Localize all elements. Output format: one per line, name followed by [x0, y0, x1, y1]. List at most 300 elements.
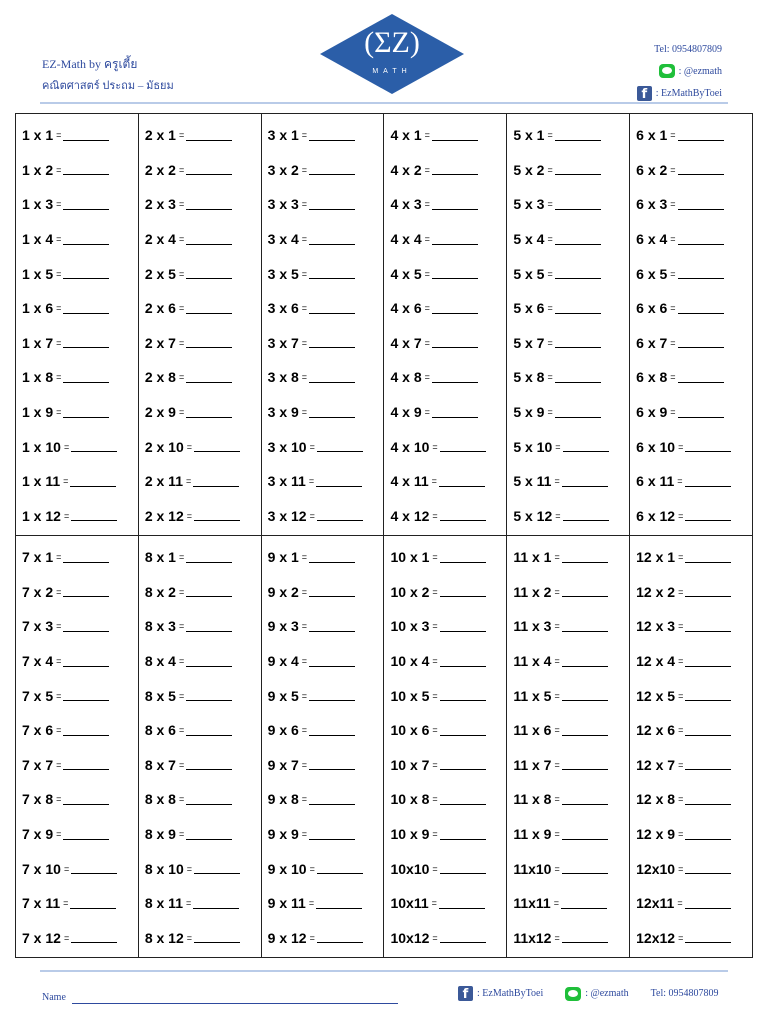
- problem-item: [630, 575, 752, 610]
- problem-item: [507, 540, 629, 575]
- answer-blank[interactable]: [440, 829, 486, 840]
- answer-blank[interactable]: [71, 441, 117, 452]
- problem-expression: 7 x 3: [22, 618, 54, 635]
- equals-sign: =: [178, 656, 185, 667]
- problem-item: [384, 851, 506, 886]
- equals-sign: =: [56, 268, 62, 279]
- problem-expression: 9 x 12: [267, 929, 307, 946]
- problem-expression: 4 x 5: [390, 265, 422, 282]
- answer-blank[interactable]: [440, 656, 486, 667]
- problem-item: [384, 644, 506, 679]
- problem-expression: 6 x 10: [636, 438, 676, 455]
- problem-item: [507, 222, 629, 257]
- answer-blank[interactable]: [685, 863, 731, 874]
- answer-blank[interactable]: [63, 372, 109, 383]
- answer-blank[interactable]: [432, 130, 478, 141]
- problem-expression: 8 x 5: [144, 687, 176, 704]
- answer-blank[interactable]: [555, 407, 601, 418]
- answer-blank[interactable]: [309, 234, 355, 245]
- problem-expression: 12 x 2: [636, 583, 676, 600]
- problem-expression: 4 x 2: [390, 161, 422, 178]
- answer-blank[interactable]: [186, 552, 232, 563]
- problem-expression: 7 x 12: [22, 929, 61, 946]
- answer-blank[interactable]: [440, 510, 486, 521]
- answer-blank[interactable]: [63, 337, 109, 348]
- problem-expression: 11 x 1: [513, 549, 552, 566]
- answer-blank[interactable]: [432, 372, 478, 383]
- answer-blank[interactable]: [194, 441, 240, 452]
- answer-blank[interactable]: [309, 621, 355, 632]
- answer-blank[interactable]: [440, 441, 486, 452]
- answer-blank[interactable]: [186, 130, 232, 141]
- answer-blank[interactable]: [63, 656, 109, 667]
- problem-expression: 2 x 10: [144, 438, 184, 455]
- answer-blank[interactable]: [309, 656, 355, 667]
- problem-expression: 1 x 12: [22, 507, 61, 524]
- answer-blank[interactable]: [63, 759, 109, 770]
- answer-blank[interactable]: [186, 372, 232, 383]
- answer-blank[interactable]: [440, 932, 486, 943]
- answer-blank[interactable]: [63, 552, 109, 563]
- answer-blank[interactable]: [685, 510, 731, 521]
- answer-blank[interactable]: [685, 656, 731, 667]
- equals-sign: =: [424, 407, 430, 418]
- problem-item: [139, 222, 261, 257]
- problem-item: [507, 609, 629, 644]
- answer-blank[interactable]: [186, 656, 232, 667]
- problem-item: [507, 395, 629, 430]
- problem-item: [507, 886, 629, 921]
- problem-column: [16, 114, 139, 535]
- answer-blank[interactable]: [678, 199, 724, 210]
- equals-sign: =: [56, 303, 62, 314]
- answer-blank[interactable]: [685, 932, 731, 943]
- answer-blank[interactable]: [685, 898, 731, 909]
- answer-blank[interactable]: [186, 621, 232, 632]
- problem-expression: 9 x 7: [267, 756, 299, 773]
- problem-column: [507, 114, 630, 535]
- problem-item: [262, 609, 384, 644]
- answer-blank[interactable]: [685, 725, 731, 736]
- equals-sign: =: [56, 199, 62, 210]
- problem-expression: 7 x 6: [22, 722, 54, 739]
- footer-contacts: [458, 986, 719, 1001]
- problem-expression: 12 x 5: [636, 687, 676, 704]
- answer-blank[interactable]: [562, 932, 608, 943]
- footer-facebook: : EzMathByToei: [477, 988, 544, 999]
- problem-expression: 7 x 7: [22, 756, 54, 773]
- problem-item: [630, 886, 752, 921]
- answer-blank[interactable]: [186, 199, 232, 210]
- answer-blank[interactable]: [562, 690, 608, 701]
- answer-blank[interactable]: [555, 303, 601, 314]
- equals-sign: =: [301, 552, 308, 563]
- answer-blank[interactable]: [562, 476, 608, 487]
- equals-sign: =: [678, 725, 684, 736]
- answer-blank[interactable]: [685, 690, 731, 701]
- equals-sign: =: [178, 407, 185, 418]
- answer-blank[interactable]: [685, 586, 731, 597]
- problem-item: [16, 782, 138, 817]
- problem-expression: 2 x 9: [144, 404, 176, 421]
- answer-blank[interactable]: [63, 407, 109, 418]
- answer-blank[interactable]: [678, 407, 724, 418]
- problem-item: [507, 256, 629, 291]
- answer-blank[interactable]: [71, 863, 117, 874]
- answer-blank[interactable]: [317, 932, 363, 943]
- problem-item: [139, 678, 261, 713]
- equals-sign: =: [678, 552, 684, 563]
- answer-blank[interactable]: [440, 586, 486, 597]
- problem-expression: 11 x 6: [513, 722, 552, 739]
- problem-item: [16, 748, 138, 783]
- answer-blank[interactable]: [562, 759, 608, 770]
- line-icon: [659, 64, 675, 78]
- answer-blank[interactable]: [432, 303, 478, 314]
- answer-blank[interactable]: [186, 303, 232, 314]
- problem-expression: 7 x 10: [22, 860, 61, 877]
- answer-blank[interactable]: [562, 586, 608, 597]
- equals-sign: =: [178, 234, 185, 245]
- answer-blank[interactable]: [678, 372, 724, 383]
- answer-blank[interactable]: [309, 337, 355, 348]
- answer-blank[interactable]: [562, 863, 608, 874]
- problem-item: [630, 291, 752, 326]
- answer-blank[interactable]: [440, 621, 486, 632]
- answer-blank[interactable]: [678, 130, 724, 141]
- equals-sign: =: [678, 690, 684, 701]
- answer-blank[interactable]: [555, 164, 601, 175]
- equals-sign: =: [547, 337, 553, 348]
- brand-name: EZ-Math by ครูเตี้ย: [42, 57, 138, 71]
- problem-expression: 4 x 7: [390, 334, 422, 351]
- equals-sign: =: [547, 164, 553, 175]
- answer-blank[interactable]: [685, 552, 731, 563]
- problem-expression: 11 x 7: [513, 756, 552, 773]
- problem-expression: 12 x 9: [636, 826, 676, 843]
- problem-item: [384, 291, 506, 326]
- answer-blank[interactable]: [678, 337, 724, 348]
- answer-blank[interactable]: [678, 234, 724, 245]
- problem-expression: 10 x 2: [390, 583, 430, 600]
- equals-sign: =: [554, 725, 560, 736]
- equals-sign: =: [186, 932, 193, 943]
- problem-expression: 9 x 8: [267, 791, 299, 808]
- answer-blank[interactable]: [309, 199, 355, 210]
- answer-blank[interactable]: [70, 476, 116, 487]
- answer-blank[interactable]: [562, 794, 608, 805]
- problem-expression: 1 x 1: [22, 127, 54, 144]
- answer-blank[interactable]: [316, 898, 362, 909]
- answer-blank[interactable]: [563, 441, 609, 452]
- problem-item: [630, 499, 752, 534]
- problem-expression: 11 x 9: [513, 826, 552, 843]
- answer-blank[interactable]: [440, 794, 486, 805]
- answer-blank[interactable]: [186, 407, 232, 418]
- answer-blank[interactable]: [63, 690, 109, 701]
- answer-blank[interactable]: [432, 407, 478, 418]
- answer-blank[interactable]: [562, 829, 608, 840]
- problem-item: [630, 644, 752, 679]
- answer-blank[interactable]: [685, 476, 731, 487]
- answer-blank[interactable]: [71, 510, 117, 521]
- problem-item: [384, 782, 506, 817]
- problem-expression: 8 x 10: [144, 860, 184, 877]
- answer-blank[interactable]: [194, 932, 240, 943]
- answer-blank[interactable]: [562, 552, 608, 563]
- equals-sign: =: [301, 829, 308, 840]
- answer-blank[interactable]: [678, 268, 724, 279]
- equals-sign: =: [670, 234, 676, 245]
- answer-blank[interactable]: [440, 552, 486, 563]
- problem-item: [262, 429, 384, 464]
- equals-sign: =: [185, 476, 192, 487]
- answer-blank[interactable]: [309, 829, 355, 840]
- answer-blank[interactable]: [309, 372, 355, 383]
- answer-blank[interactable]: [186, 690, 232, 701]
- equals-sign: =: [186, 441, 193, 452]
- problem-item: [262, 921, 384, 956]
- answer-blank[interactable]: [186, 337, 232, 348]
- problem-item: [384, 540, 506, 575]
- problem-expression: 5 x 10: [513, 438, 553, 455]
- answer-blank[interactable]: [678, 303, 724, 314]
- equals-sign: =: [56, 164, 62, 175]
- answer-blank[interactable]: [440, 690, 486, 701]
- answer-blank[interactable]: [317, 510, 363, 521]
- problem-item: [139, 886, 261, 921]
- problem-item: [16, 817, 138, 852]
- answer-blank[interactable]: [563, 510, 609, 521]
- answer-blank[interactable]: [555, 337, 601, 348]
- equals-sign: =: [178, 586, 185, 597]
- problem-expression: 5 x 11: [513, 473, 552, 490]
- answer-blank[interactable]: [317, 441, 363, 452]
- problem-expression: 6 x 12: [636, 507, 676, 524]
- problem-item: [384, 921, 506, 956]
- problem-expression: 5 x 5: [513, 265, 545, 282]
- problem-item: [139, 921, 261, 956]
- answer-blank[interactable]: [561, 898, 607, 909]
- equals-sign: =: [424, 268, 430, 279]
- answer-blank[interactable]: [432, 164, 478, 175]
- problem-item: [507, 782, 629, 817]
- equals-sign: =: [424, 303, 430, 314]
- equals-sign: =: [56, 725, 62, 736]
- problem-expression: 2 x 3: [144, 196, 176, 213]
- answer-blank[interactable]: [309, 794, 355, 805]
- answer-blank[interactable]: [555, 372, 601, 383]
- equals-sign: =: [554, 794, 560, 805]
- answer-blank[interactable]: [309, 164, 355, 175]
- problem-item: [262, 326, 384, 361]
- answer-blank[interactable]: [309, 552, 355, 563]
- problem-expression: 8 x 6: [144, 722, 176, 739]
- answer-blank[interactable]: [685, 441, 731, 452]
- answer-blank[interactable]: [309, 130, 355, 141]
- answer-blank[interactable]: [186, 164, 232, 175]
- answer-blank[interactable]: [193, 898, 239, 909]
- equals-sign: =: [555, 510, 561, 521]
- equals-sign: =: [301, 759, 308, 770]
- problem-expression: 9 x 11: [267, 895, 306, 912]
- answer-blank[interactable]: [309, 586, 355, 597]
- problem-expression: 6 x 3: [636, 196, 668, 213]
- answer-blank[interactable]: [309, 690, 355, 701]
- answer-blank[interactable]: [432, 199, 478, 210]
- answer-blank[interactable]: [432, 337, 478, 348]
- answer-blank[interactable]: [63, 829, 109, 840]
- answer-blank[interactable]: [63, 794, 109, 805]
- problem-expression: 4 x 9: [390, 404, 422, 421]
- name-label: Name: [42, 992, 66, 1003]
- answer-blank[interactable]: [439, 898, 485, 909]
- answer-blank[interactable]: [63, 586, 109, 597]
- answer-blank[interactable]: [439, 476, 485, 487]
- problem-item: [16, 360, 138, 395]
- problem-item: [507, 817, 629, 852]
- problem-expression: 6 x 11: [636, 473, 675, 490]
- problem-item: [507, 644, 629, 679]
- answer-blank[interactable]: [186, 268, 232, 279]
- problem-item: [384, 118, 506, 153]
- answer-blank[interactable]: [678, 164, 724, 175]
- brand-block: [42, 58, 174, 92]
- equals-sign: =: [178, 621, 185, 632]
- equals-sign: =: [301, 586, 308, 597]
- answer-blank[interactable]: [562, 656, 608, 667]
- problem-item: [139, 540, 261, 575]
- answer-blank[interactable]: [685, 759, 731, 770]
- problem-expression: 2 x 1: [144, 127, 176, 144]
- problem-item: [262, 886, 384, 921]
- answer-blank[interactable]: [309, 268, 355, 279]
- answer-blank[interactable]: [63, 130, 109, 141]
- answer-blank[interactable]: [309, 303, 355, 314]
- problem-item: [630, 782, 752, 817]
- problem-item: [16, 429, 138, 464]
- answer-blank[interactable]: [555, 199, 601, 210]
- equals-sign: =: [56, 829, 62, 840]
- answer-blank[interactable]: [63, 268, 109, 279]
- equals-sign: =: [301, 407, 308, 418]
- problem-expression: 9 x 9: [267, 826, 299, 843]
- problem-item: [16, 575, 138, 610]
- answer-blank[interactable]: [186, 759, 232, 770]
- answer-blank[interactable]: [685, 794, 731, 805]
- equals-sign: =: [554, 656, 560, 667]
- problem-expression: 3 x 4: [267, 231, 299, 248]
- problem-item: [384, 748, 506, 783]
- problem-item: [139, 153, 261, 188]
- problem-expression: 7 x 8: [22, 791, 54, 808]
- answer-blank[interactable]: [63, 621, 109, 632]
- problem-expression: 1 x 4: [22, 231, 54, 248]
- answer-blank[interactable]: [309, 725, 355, 736]
- problem-item: [384, 678, 506, 713]
- answer-blank[interactable]: [63, 164, 109, 175]
- answer-blank[interactable]: [440, 759, 486, 770]
- problem-item: [507, 187, 629, 222]
- problem-item: [139, 609, 261, 644]
- problem-expression: 7 x 11: [22, 895, 61, 912]
- answer-blank[interactable]: [63, 725, 109, 736]
- equals-sign: =: [178, 303, 185, 314]
- problem-column: [630, 536, 752, 957]
- answer-blank[interactable]: [63, 199, 109, 210]
- name-field-line[interactable]: [72, 1003, 398, 1004]
- answer-blank[interactable]: [432, 268, 478, 279]
- answer-blank[interactable]: [186, 725, 232, 736]
- problem-expression: 1 x 5: [22, 265, 54, 282]
- answer-blank[interactable]: [440, 725, 486, 736]
- answer-blank[interactable]: [555, 268, 601, 279]
- answer-blank[interactable]: [432, 234, 478, 245]
- equals-sign: =: [424, 164, 430, 175]
- problem-item: [630, 817, 752, 852]
- problem-expression: 8 x 11: [144, 895, 183, 912]
- problem-expression: 5 x 3: [513, 196, 545, 213]
- answer-blank[interactable]: [685, 621, 731, 632]
- problem-expression: 1 x 7: [22, 334, 54, 351]
- problem-item: [384, 360, 506, 395]
- answer-blank[interactable]: [440, 863, 486, 874]
- multiplication-worksheet: [15, 113, 753, 958]
- answer-blank[interactable]: [316, 476, 362, 487]
- equals-sign: =: [63, 441, 70, 452]
- answer-blank[interactable]: [186, 234, 232, 245]
- problem-item: [384, 153, 506, 188]
- problem-expression: 7 x 4: [22, 653, 54, 670]
- answer-blank[interactable]: [194, 510, 240, 521]
- problem-expression: 10 x 8: [390, 791, 430, 808]
- answer-blank[interactable]: [193, 476, 239, 487]
- problem-item: [630, 222, 752, 257]
- answer-blank[interactable]: [555, 234, 601, 245]
- facebook-icon: f: [458, 986, 473, 1001]
- answer-blank[interactable]: [685, 829, 731, 840]
- answer-blank[interactable]: [186, 794, 232, 805]
- answer-blank[interactable]: [309, 759, 355, 770]
- answer-blank[interactable]: [186, 829, 232, 840]
- problem-column: [262, 114, 385, 535]
- answer-blank[interactable]: [309, 407, 355, 418]
- problem-expression: 3 x 1: [267, 127, 299, 144]
- answer-blank[interactable]: [63, 303, 109, 314]
- problem-expression: 11 x 3: [513, 618, 552, 635]
- problem-expression: 5 x 2: [513, 161, 545, 178]
- answer-blank[interactable]: [194, 863, 240, 874]
- problem-expression: 3 x 8: [267, 369, 299, 386]
- answer-blank[interactable]: [562, 725, 608, 736]
- problem-item: [630, 851, 752, 886]
- equals-sign: =: [301, 337, 308, 348]
- answer-blank[interactable]: [562, 621, 608, 632]
- answer-blank[interactable]: [63, 234, 109, 245]
- answer-blank[interactable]: [317, 863, 363, 874]
- problem-item: [507, 429, 629, 464]
- equals-sign: =: [56, 621, 62, 632]
- answer-blank[interactable]: [186, 586, 232, 597]
- equals-sign: =: [301, 268, 308, 279]
- equals-sign: =: [554, 690, 560, 701]
- equals-sign: =: [432, 441, 438, 452]
- answer-blank[interactable]: [555, 130, 601, 141]
- ez-math-logo: [318, 12, 466, 96]
- answer-blank[interactable]: [71, 932, 117, 943]
- problem-expression: 9 x 6: [267, 722, 299, 739]
- answer-blank[interactable]: [70, 898, 116, 909]
